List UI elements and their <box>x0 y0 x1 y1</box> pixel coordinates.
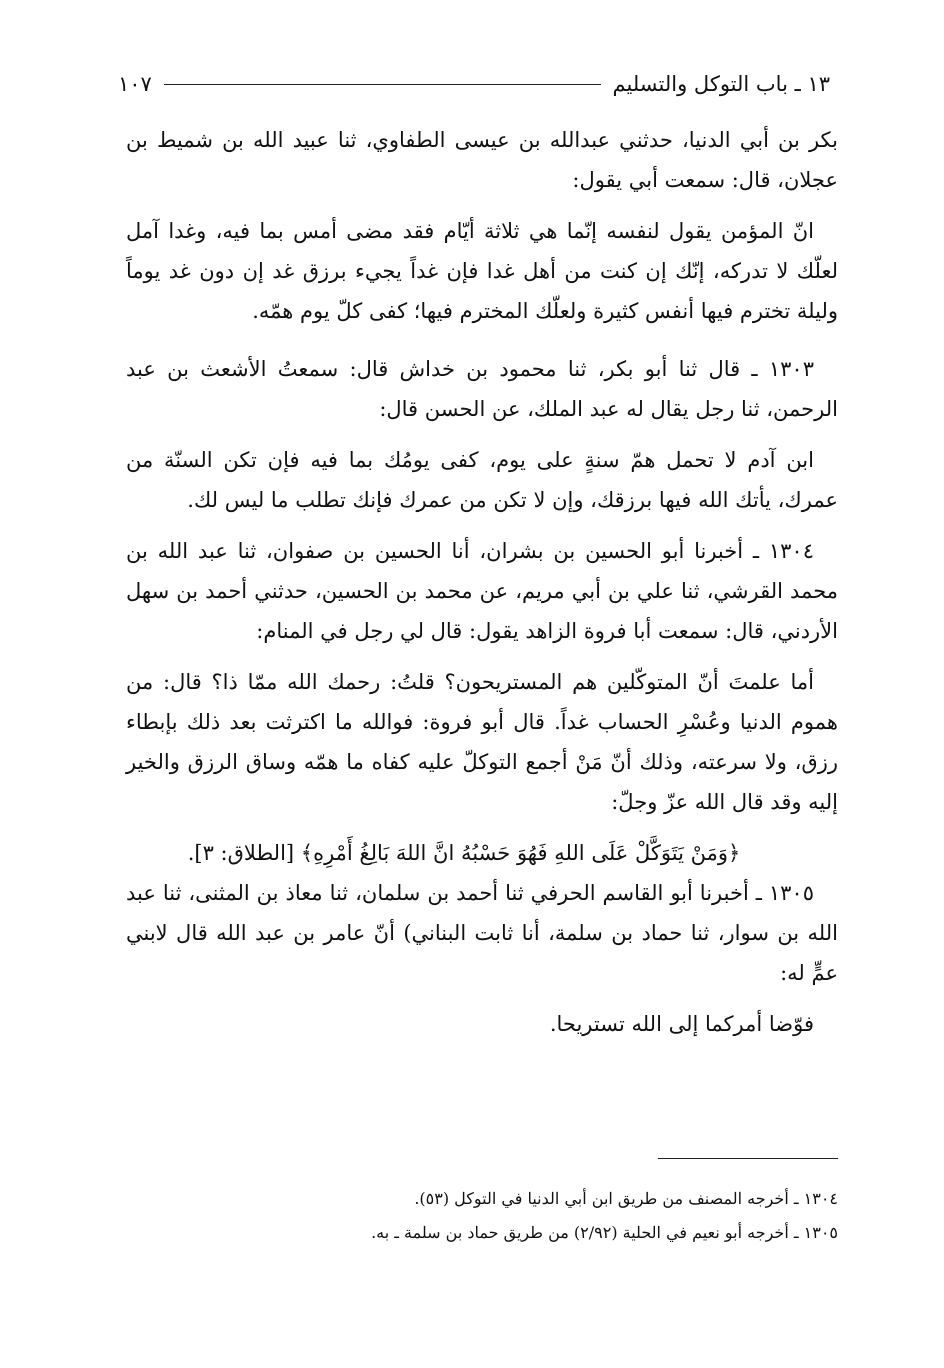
paragraph-hadith-1304: ١٣٠٤ ـ أخبرنا أبو الحسين بن بشران، أنا الحسين بن صفوان، ثنا عبد الله بن محمد القرشي، ثنا علي بن أبي مريم، عن محمد بن الحسين، حدثني أحمد بن سهل الأردني، قال: سمعت أبا فروة الزاهد يقول: قال لي رجل في المنام: <box>126 539 838 643</box>
quran-verse: ﴿وَمَنْ يَتَوَكَّلْ عَلَى اللهِ فَهُوَ حَسْبُهُ انَّ اللهَ بَالِغُ أَمْرِهِ﴾ [الطلاق: ٣]. <box>187 841 741 865</box>
paragraph-quote: أما علمتَ أنّ المتوكّلين هم المستريحون؟ قلتُ: رحمك الله ممّا ذا؟ قال: من هموم الدنيا وعُسْرِ الحساب غداً. قال أبو فروة: فوالله ما اكترثت بعد ذلك بإبطاء رزق، ولا سرعته، وذلك أنّ مَنْ أجمع التوكلّ عليه كفاه ما همّه وساق الرزق والخير إليه وقد قال الله عزّ وجلّ: <box>126 670 838 814</box>
paragraph-hadith-1305: ١٣٠٥ ـ أخبرنا أبو القاسم الحرفي ثنا أحمد بن سلمان، ثنا معاذ بن المثنى، ثنا عبد الله بن سوار، ثنا حماد بن سلمة، أنا ثابت البناني) أنّ عامر بن عبد الله قال لابني عمٍّ له: <box>126 881 838 985</box>
running-header <box>118 64 830 104</box>
paragraph-isnad-continuation: بكر بن أبي الدنيا، حدثني عبدالله بن عيسى الطفاوي، ثنا عبيد الله بن شميط بن عجلان، قال: سمعت أبي يقول: <box>126 128 838 192</box>
footnote-1304: ١٣٠٤ ـ أخرجه المصنف من طريق ابن أبي الدنيا في التوكل (٥٣). <box>414 1189 838 1208</box>
paragraph-quote: ابن آدم لا تحمل همّ سنةٍ على يوم، كفى يومُك بما فيه فإن تكن السنّة من عمرك، يأتك الله فيها برزقك، وإن لا تكن من عمرك فإنك تطلب ما ليس لك. <box>126 448 838 512</box>
page-number: ١٠٧ <box>118 72 152 96</box>
chapter-title: ١٣ ـ باب التوكل والتسليم <box>612 72 830 96</box>
footnotes <box>126 1182 838 1250</box>
paragraph-quote: فوّضا أمركما إلى الله تستريحا. <box>549 1012 814 1036</box>
main-text <box>126 120 838 1044</box>
footnote-1305: ١٣٠٥ ـ أخرجه أبو نعيم في الحلية (٢/٩٢) من طريق حماد بن سلمة ـ به. <box>371 1223 838 1242</box>
paragraph-hadith-1303: ١٣٠٣ ـ قال ثنا أبو بكر، ثنا محمود بن خداش قال: سمعتُ الأشعث بن عبد الرحمن، ثنا رجل يقال له عبد الملك، عن الحسن قال: <box>126 357 838 421</box>
header-rule <box>164 84 601 85</box>
paragraph-quote: انّ المؤمن يقول لنفسه إنّما هي ثلاثة أيّام فقد مضى أمس بما فيه، وغدا آمل لعلّك لا تدركه، إنّك إن كنت من أهل غدا فإن غداً يجيء برزق غد إن دون غد يوماً وليلة تخترم فيها أنفس كثيرة ولعلّك المخترم فيها؛ كفى كلّ يوم همّه. <box>126 219 838 323</box>
footnote-rule <box>658 1158 838 1159</box>
